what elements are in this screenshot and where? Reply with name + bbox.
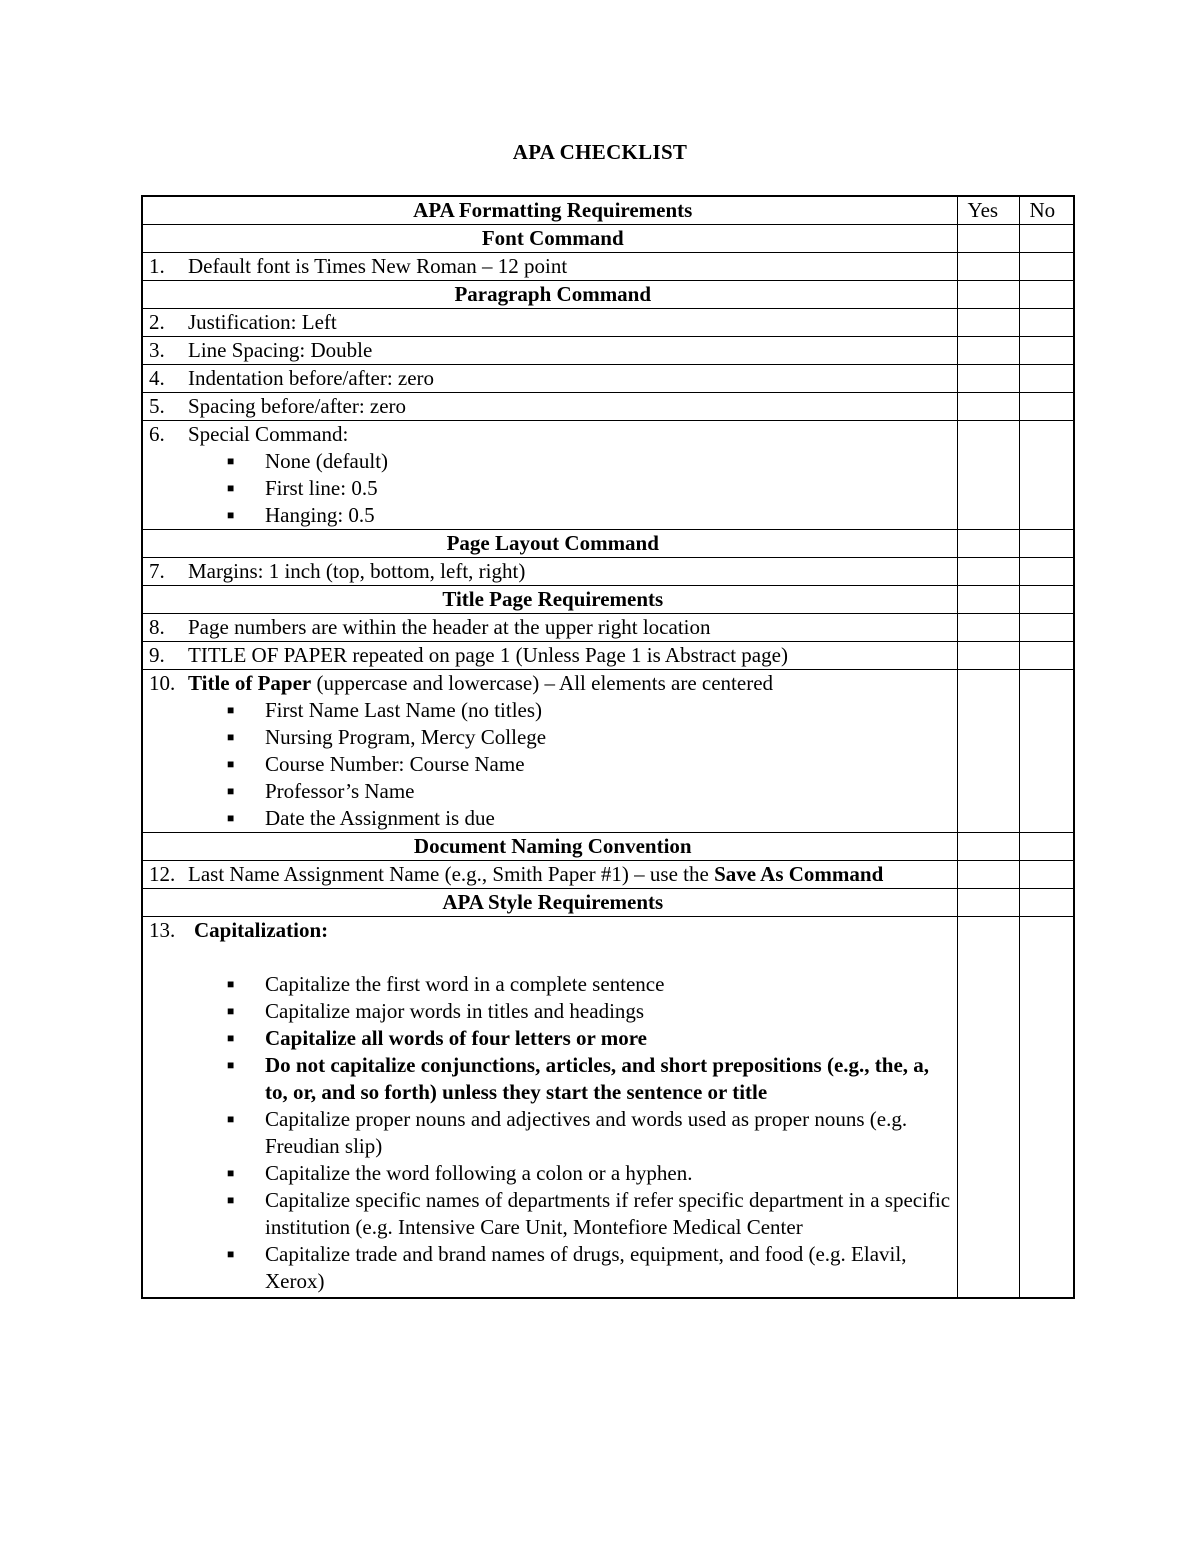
yes-check-cell[interactable] bbox=[957, 337, 1019, 365]
square-bullet-icon bbox=[227, 475, 265, 502]
no-check-cell[interactable] bbox=[1019, 530, 1074, 558]
bullet-list bbox=[149, 697, 957, 832]
yes-check-cell[interactable] bbox=[957, 917, 1019, 1299]
square-bullet-icon bbox=[227, 1241, 265, 1295]
yes-check-cell[interactable] bbox=[957, 889, 1019, 917]
yes-check-cell[interactable] bbox=[957, 365, 1019, 393]
item-number: 10. bbox=[149, 671, 176, 695]
square-bullet-icon bbox=[227, 998, 265, 1025]
table-row-item-2 bbox=[142, 309, 1074, 337]
section-row-font bbox=[142, 225, 1074, 253]
no-check-cell[interactable] bbox=[1019, 833, 1074, 861]
no-check-cell[interactable] bbox=[1019, 281, 1074, 309]
table-row-item-13 bbox=[142, 917, 1074, 1299]
no-check-cell[interactable] bbox=[1019, 225, 1074, 253]
table-row-item-7 bbox=[142, 558, 1074, 586]
square-bullet-icon bbox=[227, 1052, 265, 1106]
list-item: ■ Capitalize specific names of departments if refer specific department in a specific institution (e.g. Intensive Care Unit, Montefiore Medical Center bbox=[227, 1187, 957, 1241]
no-check-cell[interactable] bbox=[1019, 917, 1074, 1299]
list-item: ■ Capitalize trade and brand names of drugs, equipment, and food (e.g. Elavil, Xerox) bbox=[227, 1241, 957, 1295]
table-row-item-10 bbox=[142, 670, 1074, 833]
yes-check-cell[interactable] bbox=[957, 833, 1019, 861]
section-heading-page-layout: Page Layout Command bbox=[142, 530, 957, 558]
square-bullet-icon bbox=[227, 697, 265, 724]
bullet-list bbox=[149, 971, 957, 1295]
square-bullet-icon bbox=[227, 1106, 265, 1160]
no-check-cell[interactable] bbox=[1019, 861, 1074, 889]
yes-check-cell[interactable] bbox=[957, 558, 1019, 586]
item-number: 7. bbox=[149, 559, 165, 583]
item-text: Indentation before/after: zero bbox=[188, 366, 435, 390]
yes-check-cell[interactable] bbox=[957, 670, 1019, 833]
item-bold-text: Title of Paper bbox=[188, 671, 312, 695]
no-check-cell[interactable] bbox=[1019, 670, 1074, 833]
page-title: APA CHECKLIST bbox=[512, 140, 688, 164]
yes-check-cell[interactable] bbox=[957, 421, 1019, 530]
yes-check-cell[interactable] bbox=[957, 309, 1019, 337]
yes-check-cell[interactable] bbox=[957, 393, 1019, 421]
item-text: Margins: 1 inch (top, bottom, left, right) bbox=[188, 559, 526, 583]
section-heading-font: Font Command bbox=[142, 225, 957, 253]
square-bullet-icon bbox=[227, 778, 265, 805]
section-heading-style: APA Style Requirements bbox=[142, 889, 957, 917]
yes-column-header: Yes bbox=[957, 196, 1019, 225]
blank-line bbox=[149, 944, 957, 971]
bullet-list bbox=[149, 448, 957, 529]
item-text: Last Name Assignment Name (e.g., Smith Paper #1) – use the bbox=[188, 862, 715, 886]
item-number: 12. bbox=[149, 862, 176, 886]
square-bullet-icon bbox=[227, 502, 265, 529]
section-row-page-layout bbox=[142, 530, 1074, 558]
no-check-cell[interactable] bbox=[1019, 337, 1074, 365]
list-item: ■ Professor’s Name bbox=[227, 778, 957, 805]
no-check-cell[interactable] bbox=[1019, 642, 1074, 670]
item-text: Justification: Left bbox=[188, 310, 337, 334]
yes-check-cell[interactable] bbox=[957, 281, 1019, 309]
square-bullet-icon bbox=[227, 1160, 265, 1187]
table-row-item-8 bbox=[142, 614, 1074, 642]
no-check-cell[interactable] bbox=[1019, 393, 1074, 421]
list-item: ■ None (default) bbox=[227, 448, 957, 475]
list-item: ■ Nursing Program, Mercy College bbox=[227, 724, 957, 751]
no-check-cell[interactable] bbox=[1019, 421, 1074, 530]
table-row-item-5 bbox=[142, 393, 1074, 421]
yes-check-cell[interactable] bbox=[957, 586, 1019, 614]
section-row-title-page bbox=[142, 586, 1074, 614]
section-heading-paragraph: Paragraph Command bbox=[142, 281, 957, 309]
list-item: ■ Course Number: Course Name bbox=[227, 751, 957, 778]
list-item: ■ Capitalize all words of four letters or more bbox=[227, 1025, 957, 1052]
no-check-cell[interactable] bbox=[1019, 253, 1074, 281]
square-bullet-icon bbox=[227, 1025, 265, 1052]
yes-check-cell[interactable] bbox=[957, 861, 1019, 889]
list-item: ■ Capitalize the first word in a complete sentence bbox=[227, 971, 957, 998]
item-number: 3. bbox=[149, 338, 165, 362]
table-header-row bbox=[142, 196, 1074, 225]
item-text: Page numbers are within the header at the upper right location bbox=[188, 615, 711, 639]
list-item: ■ First line: 0.5 bbox=[227, 475, 957, 502]
item-text: Default font is Times New Roman – 12 point bbox=[188, 254, 568, 278]
section-heading-title-page: Title Page Requirements bbox=[142, 586, 957, 614]
no-check-cell[interactable] bbox=[1019, 586, 1074, 614]
list-item: ■ Capitalize proper nouns and adjectives and words used as proper nouns (e.g. Freudian slip) bbox=[227, 1106, 957, 1160]
table-row-item-9 bbox=[142, 642, 1074, 670]
square-bullet-icon bbox=[227, 751, 265, 778]
square-bullet-icon bbox=[227, 805, 265, 832]
list-item: ■ Hanging: 0.5 bbox=[227, 502, 957, 529]
item-number: 13. bbox=[149, 918, 176, 942]
section-heading-naming: Document Naming Convention bbox=[142, 833, 957, 861]
section-row-naming bbox=[142, 833, 1074, 861]
section-row-paragraph bbox=[142, 281, 1074, 309]
yes-check-cell[interactable] bbox=[957, 530, 1019, 558]
yes-check-cell[interactable] bbox=[957, 225, 1019, 253]
table-row-item-12 bbox=[142, 861, 1074, 889]
list-item: ■ Date the Assignment is due bbox=[227, 805, 957, 832]
item-text: TITLE OF PAPER repeated on page 1 (Unless Page 1 is Abstract page) bbox=[188, 643, 788, 667]
square-bullet-icon bbox=[227, 724, 265, 751]
table-row-item-3 bbox=[142, 337, 1074, 365]
square-bullet-icon bbox=[227, 1187, 265, 1241]
item-number: 6. bbox=[149, 422, 165, 446]
list-item: ■ First Name Last Name (no titles) bbox=[227, 697, 957, 724]
square-bullet-icon bbox=[227, 448, 265, 475]
table-row-item-4 bbox=[142, 365, 1074, 393]
item-number: 1. bbox=[149, 254, 165, 278]
list-item: ■ Do not capitalize conjunctions, articles, and short prepositions (e.g., the, a, to, or, and so forth) unless they start the sentence or title bbox=[227, 1052, 957, 1106]
item-text: (uppercase and lowercase) – All elements are centered bbox=[311, 671, 774, 695]
table-row-item-1 bbox=[142, 253, 1074, 281]
item-text: Line Spacing: Double bbox=[188, 338, 373, 362]
item-text: Capitalization: bbox=[194, 918, 329, 942]
no-column-header: No bbox=[1019, 196, 1074, 225]
item-number: 8. bbox=[149, 615, 165, 639]
item-number: 9. bbox=[149, 643, 165, 667]
item-number: 2. bbox=[149, 310, 165, 334]
apa-checklist-table bbox=[141, 195, 1075, 1299]
list-item: ■ Capitalize the word following a colon or a hyphen. bbox=[227, 1160, 957, 1187]
item-number: 4. bbox=[149, 366, 165, 390]
item-text: Special Command: bbox=[188, 422, 349, 446]
no-check-cell[interactable] bbox=[1019, 889, 1074, 917]
list-item: ■ Capitalize major words in titles and headings bbox=[227, 998, 957, 1025]
item-number: 5. bbox=[149, 394, 165, 418]
section-row-style bbox=[142, 889, 1074, 917]
no-check-cell[interactable] bbox=[1019, 309, 1074, 337]
item-text: Spacing before/after: zero bbox=[188, 394, 407, 418]
yes-check-cell[interactable] bbox=[957, 253, 1019, 281]
no-check-cell[interactable] bbox=[1019, 614, 1074, 642]
no-check-cell[interactable] bbox=[1019, 365, 1074, 393]
yes-check-cell[interactable] bbox=[957, 614, 1019, 642]
yes-check-cell[interactable] bbox=[957, 642, 1019, 670]
no-check-cell[interactable] bbox=[1019, 558, 1074, 586]
table-row-item-6 bbox=[142, 421, 1074, 530]
item-bold-text: Save As Command bbox=[714, 862, 884, 886]
square-bullet-icon bbox=[227, 971, 265, 998]
requirements-header: APA Formatting Requirements bbox=[142, 196, 957, 225]
